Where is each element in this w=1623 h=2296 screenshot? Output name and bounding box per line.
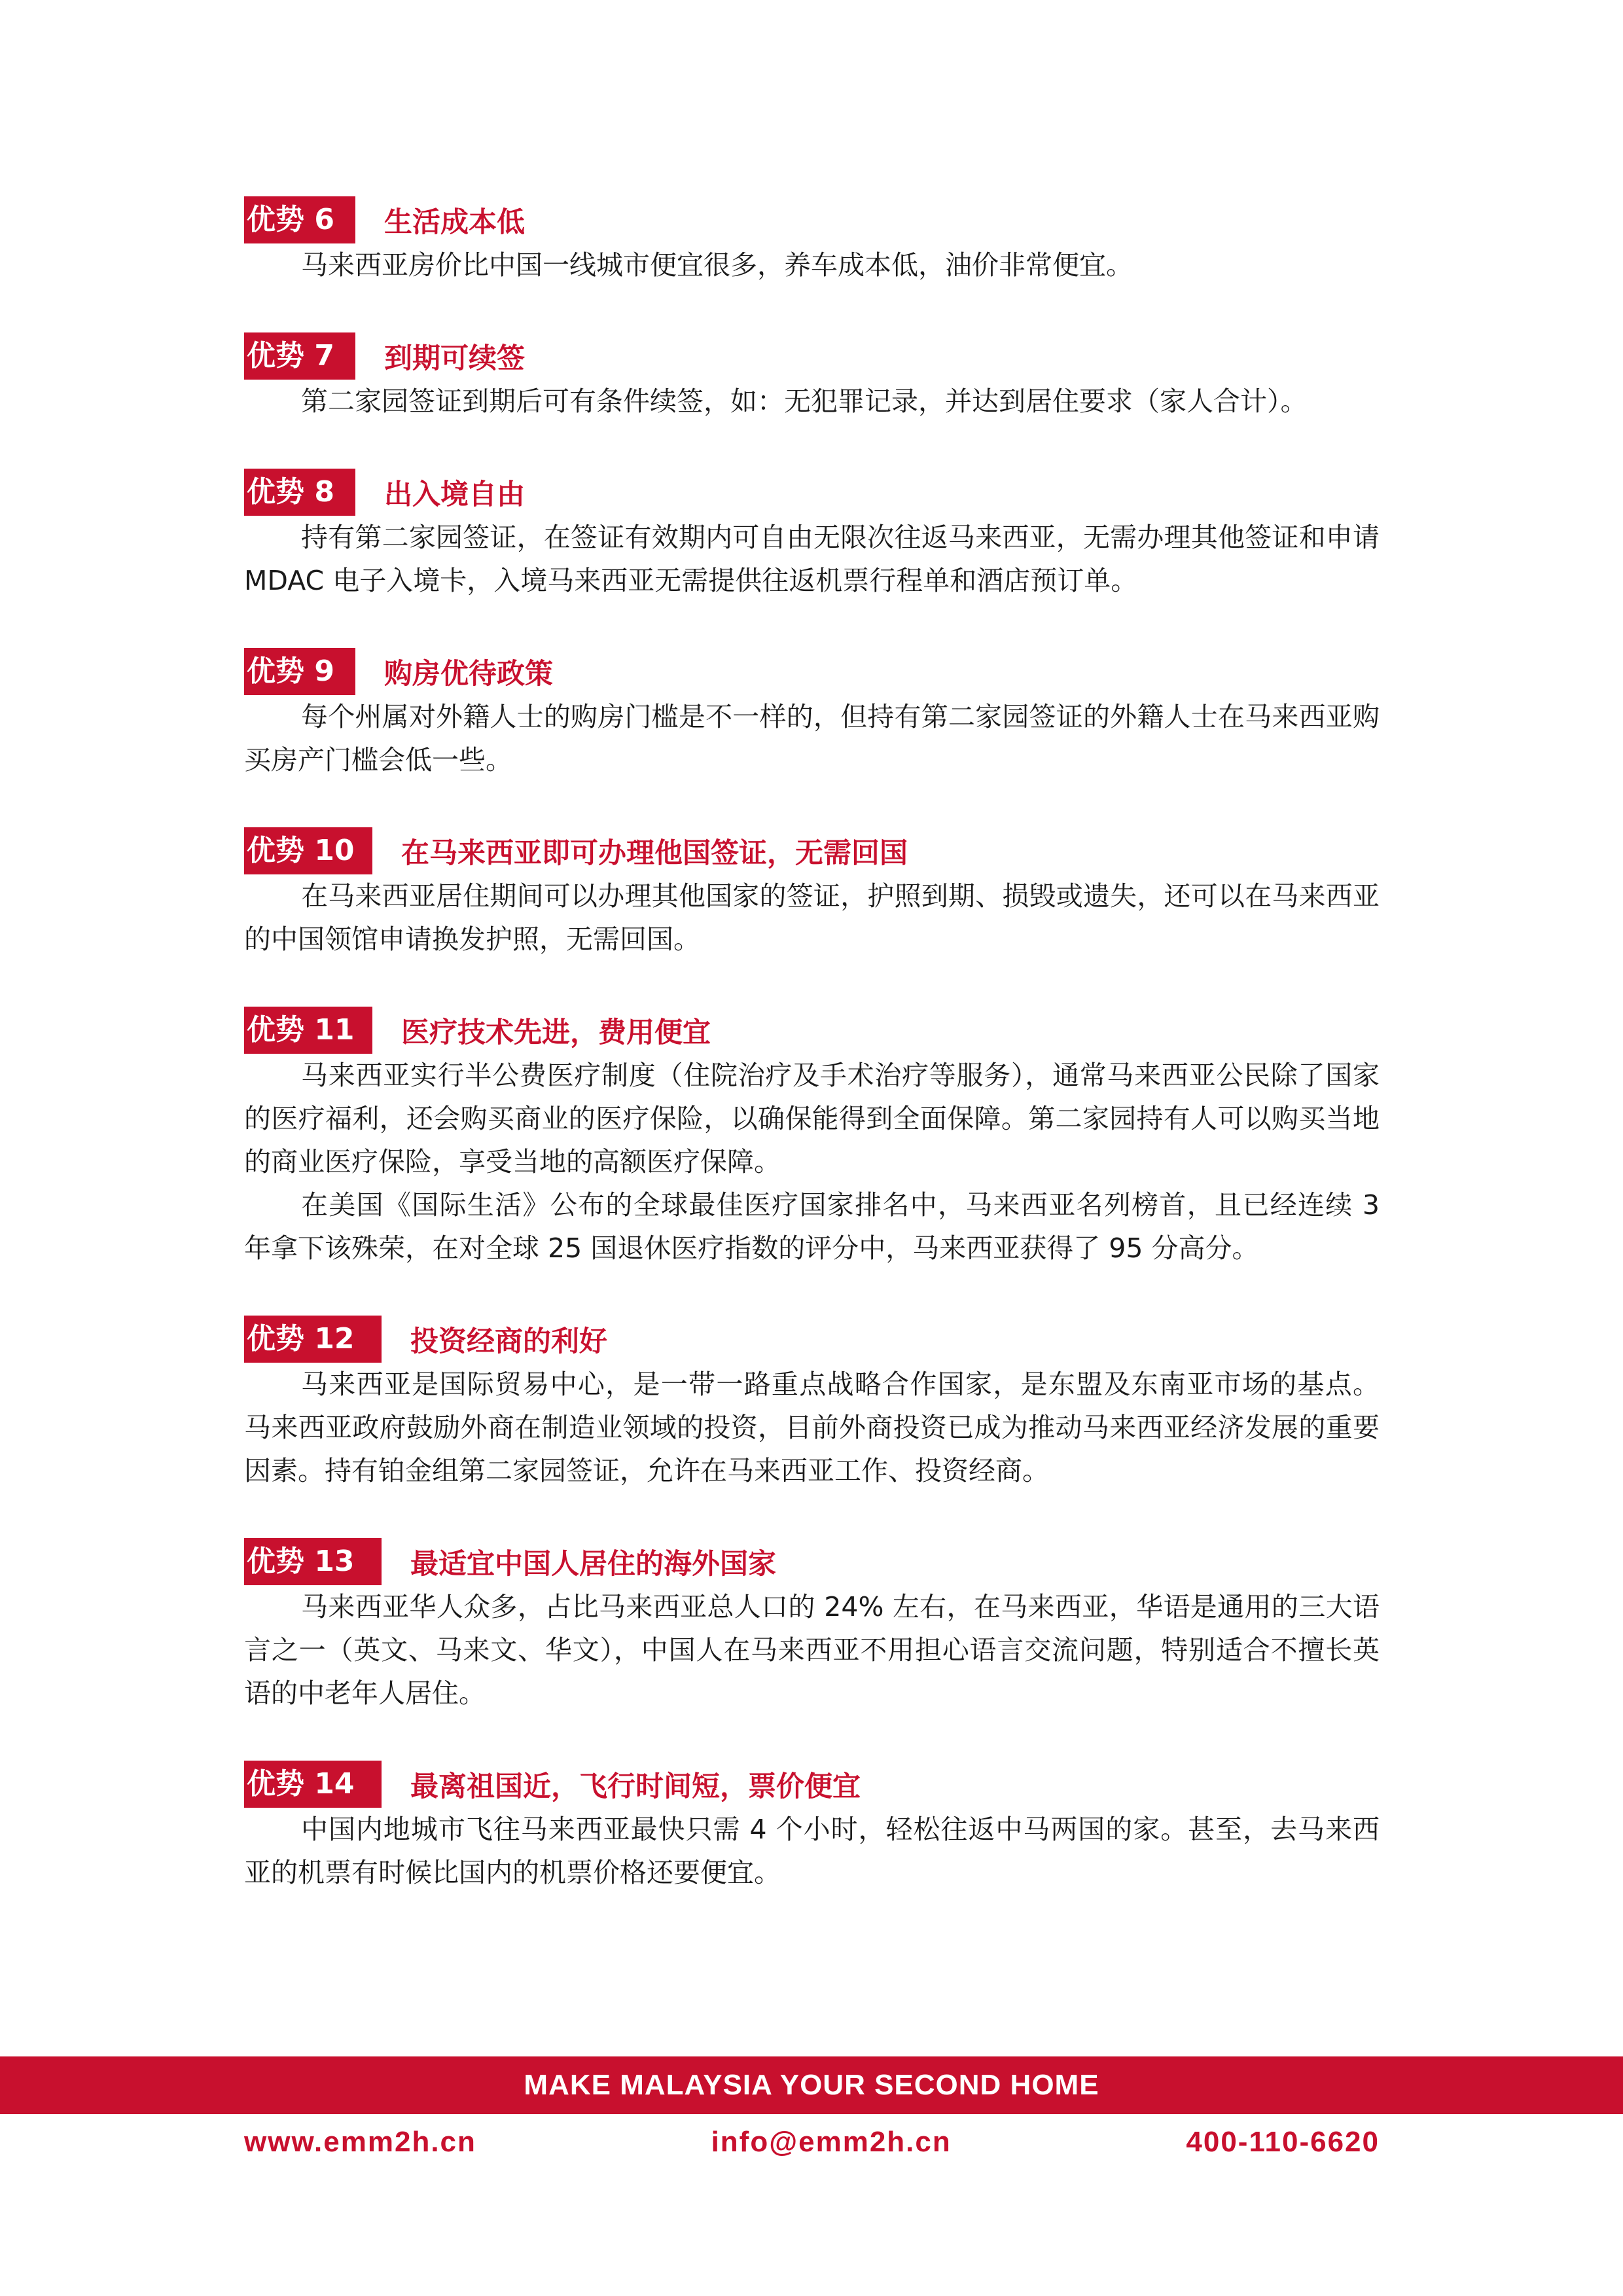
advantage-12 — [244, 1316, 1380, 1492]
advantage-paragraph: 持有第二家园签证，在签证有效期内可自由无限次往返马来西亚，无需办理其他签证和申请 MDAC 电子入境卡，入境马来西亚无需提供往返机票行程单和酒店预订单。 — [244, 522, 1380, 596]
advantage-heading — [244, 196, 1380, 243]
advantage-badge: 优势 8 — [244, 469, 355, 516]
email-link[interactable]: info@emm2h.cn — [711, 2126, 952, 2158]
footer-contacts — [244, 2116, 1380, 2168]
advantage-heading — [244, 1761, 1380, 1808]
advantage-title: 到期可续签 — [384, 342, 525, 375]
advantage-heading — [244, 1316, 1380, 1363]
advantage-title: 在马来西亚即可办理他国签证，无需回国 — [401, 836, 908, 870]
advantage-paragraph: 马来西亚华人众多，占比马来西亚总人口的 24% 左右，在马来西亚，华语是通用的三大语言之一（英文、马来文、华文），中国人在马来西亚不用担心语言交流问题，特别适合不擅长英语的中老年人居住。 — [244, 1591, 1380, 1709]
advantage-paragraph: 在美国《国际生活》公布的全球最佳医疗国家排名中，马来西亚名列榜首，且已经连续 3 年拿下该殊荣，在对全球 25 国退休医疗指数的评分中，马来西亚获得了 95 分高分。 — [244, 1189, 1380, 1264]
advantage-heading — [244, 332, 1380, 380]
advantage-badge: 优势 13 — [244, 1538, 382, 1585]
advantage-heading — [244, 469, 1380, 516]
advantage-title: 生活成本低 — [384, 206, 525, 239]
website-link[interactable]: www.emm2h.cn — [244, 2126, 476, 2158]
advantage-badge: 优势 9 — [244, 648, 355, 695]
advantage-paragraph: 每个州属对外籍人士的购房门槛是不一样的，但持有第二家园签证的外籍人士在马来西亚购买房产门槛会低一些。 — [244, 701, 1380, 776]
advantage-7 — [244, 332, 1380, 423]
advantage-6 — [244, 196, 1380, 287]
advantage-heading — [244, 648, 1380, 695]
advantage-paragraph: 中国内地城市飞往马来西亚最快只需 4 个小时，轻松往返中马两国的家。甚至，去马来西亚的机票有时候比国内的机票价格还要便宜。 — [244, 1814, 1380, 1888]
advantage-paragraph: 马来西亚是国际贸易中心，是一带一路重点战略合作国家，是东盟及东南亚市场的基点。 马来西亚政府鼓励外商在制造业领域的投资，目前外商投资已成为推动马来西亚经济发展的重要因素。持有铂金组第二家园签证，允许在马来西亚工作、投资经商。 — [244, 1369, 1380, 1486]
advantage-badge: 优势 6 — [244, 196, 355, 243]
advantage-14 — [244, 1761, 1380, 1894]
advantage-title: 最适宜中国人居住的海外国家 — [410, 1547, 776, 1581]
advantage-10 — [244, 827, 1380, 961]
advantage-title: 购房优待政策 — [384, 657, 553, 691]
advantage-13 — [244, 1538, 1380, 1715]
advantage-title: 医疗技术先进，费用便宜 — [401, 1016, 711, 1049]
advantage-heading — [244, 827, 1380, 874]
advantage-8 — [244, 469, 1380, 602]
phone-number[interactable]: 400-110-6620 — [1186, 2126, 1380, 2158]
footer-slogan: MAKE MALAYSIA YOUR SECOND HOME — [524, 2069, 1099, 2101]
advantage-badge: 优势 12 — [244, 1316, 382, 1363]
advantage-heading — [244, 1538, 1380, 1585]
advantage-heading — [244, 1007, 1380, 1054]
advantage-badge: 优势 10 — [244, 827, 372, 874]
advantage-paragraph: 在马来西亚居住期间可以办理其他国家的签证，护照到期、损毁或遗失，还可以在马来西亚的中国领馆申请换发护照，无需回国。 — [244, 880, 1380, 955]
advantage-paragraph: 马来西亚实行半公费医疗制度（住院治疗及手术治疗等服务），通常马来西亚公民除了国家的医疗福利，还会购买商业的医疗保险，以确保能得到全面保障。第二家园持有人可以购买当地的商业医疗保险，享受当地的高额医疗保障。 — [244, 1060, 1380, 1177]
footer-banner — [0, 2056, 1623, 2114]
advantage-paragraph: 马来西亚房价比中国一线城市便宜很多，养车成本低，油价非常便宜。 — [301, 249, 1133, 281]
advantage-title: 出入境自由 — [384, 478, 525, 511]
advantage-badge: 优势 14 — [244, 1761, 382, 1808]
advantage-badge: 优势 7 — [244, 332, 355, 380]
advantage-11 — [244, 1007, 1380, 1270]
advantage-badge: 优势 11 — [244, 1007, 372, 1054]
advantage-9 — [244, 648, 1380, 781]
advantage-title: 投资经商的利好 — [410, 1325, 607, 1358]
advantage-paragraph: 第二家园签证到期后可有条件续签，如：无犯罪记录，并达到居住要求（家人合计）。 — [301, 386, 1308, 417]
advantage-title: 最离祖国近，飞行时间短，票价便宜 — [410, 1770, 861, 1803]
advantages-content — [244, 196, 1380, 1940]
